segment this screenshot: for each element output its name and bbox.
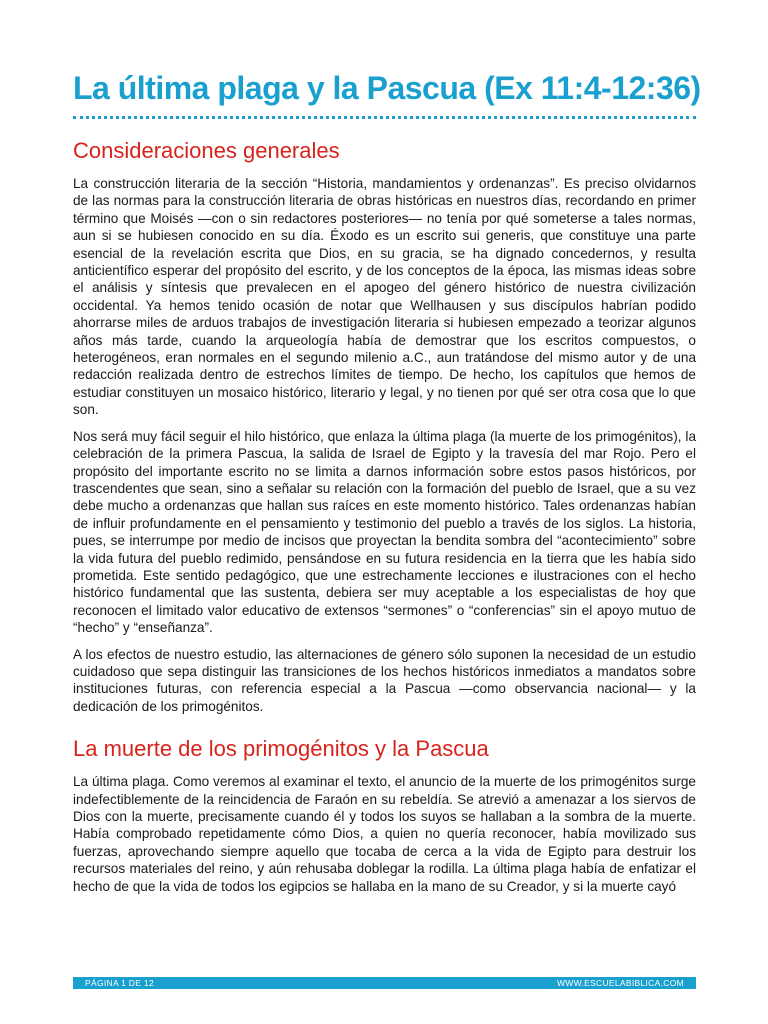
document-page — [73, 62, 701, 904]
section-heading-muerte-primogenitos: La muerte de los primogénitos y la Pascua — [73, 736, 489, 762]
document-title: La última plaga y la Pascua (Ex 11:4-12:36) — [73, 70, 701, 106]
paragraph: Nos será muy fácil seguir el hilo histórico, que enlaza la última plaga (la muerte de los primogénitos), la celebración de la primera Pascua, la salida de Israel de Egipto y la travesía del mar Rojo. Pero el propósito del importante escrito no se limita a darnos información sobre estos pasos históricos, por trascendentes que sean, sino a señalar su relación con la formación del pueblo de Israel, que a su vez debe mucho a ordenanzas que hallan sus raíces en este momento histórico. Tales ordenanzas habían de influir profundamente en el pensamiento y testimonio del pueblo a través de los siglos. La historia, pues, se interrumpe por medio de incisos que proyectan la bendita sombra del “acontecimiento” sobre la vida futura del pueblo redimido, pensándose en su futura residencia en la tierra que les había sido prometida. Este sentido pedagógico, que une estrechamente lecciones e ilustraciones con el hecho histórico fundamental que las sustenta, debiera ser muy aceptable a los especialistas de hoy que reconocen el limitado valor educativo de extensos “sermones” o “conferencias” sin el apoyo mutuo de “hecho” y “enseñanza”. — [73, 428, 696, 636]
page-number: PÁGINA 1 DE 12 — [85, 978, 154, 988]
website-link[interactable]: WWW.ESCUELABIBLICA.COM — [556, 978, 684, 988]
paragraph: La última plaga. Como veremos al examinar el texto, el anuncio de la muerte de los primogénitos surge indefectiblemente de la reincidencia de Faraón en su rebeldía. Se atrevió a amenazar a los siervos de Dios con la muerte, precisamente cuando él y todos los suyos se hallaban a la sombra de la muerte. Había comprobado repetidamente cómo Dios, a quien no quería reconocer, había movilizado sus fuerzas, aprovechando siempre aquello que tocaba de cerca a la vida de Egipto para destruir los recursos materiales del reino, y aún rehusaba doblegar la rodilla. La última plaga había de enfatizar el hecho de que la vida de todos los egipcios se hallaba en la mano de su Creador, y si la muerte cayó — [73, 774, 696, 894]
section-heading-consideraciones: Consideraciones generales — [73, 138, 340, 163]
paragraph: La construcción literaria de la sección “Historia, mandamientos y ordenanzas”. Es preciso olvidarnos de las normas para la construcción literaria de obras históricas en nuestros días, recordando en primer término que Moisés —con o sin redactores posteriores— no tenía por qué someterse a tales normas, aun si se hubiesen conocido en su día. Éxodo es un escrito sui generis, que constituye una parte esencial de la revelación escrita que Dios, en su gracia, se ha dignado concedernos, y resulta anticientífico esperar del propósito del escrito, y de los conceptos de la época, las mismas ideas sobre el análisis y síntesis que prevalecen en el apogeo del género histórico de nuestra civilización occidental. Ya hemos tenido ocasión de notar que Wellhausen y sus discípulos habrían podido ahorrarse miles de arduos trabajos de investigación literaria si hubiesen empezado a teorizar algunos años más tarde, cuando la arqueología había de demostrar que los escritos compuestos, o heterogéneos, eran normales en el segundo milenio a.C., aun tratándose del mismo autor y de una redacción realizada dentro de estrechos límites de tiempo. De hecho, los capítulos que hemos de estudiar constituyen un mosaico histórico, literario y legal, y no tienen por qué ser otra cosa que lo que son. — [73, 176, 696, 418]
footer-bar — [73, 977, 696, 989]
title-dotted-divider — [73, 116, 696, 119]
paragraph: A los efectos de nuestro estudio, las alternaciones de género sólo suponen la necesidad de un estudio cuidadoso que sepa distinguir las transiciones de los hechos históricos inmediatos a mandatos sobre instituciones futuras, con referencia especial a la Pascua —como observancia nacional— y la dedicación de los primogénitos. — [73, 646, 696, 714]
